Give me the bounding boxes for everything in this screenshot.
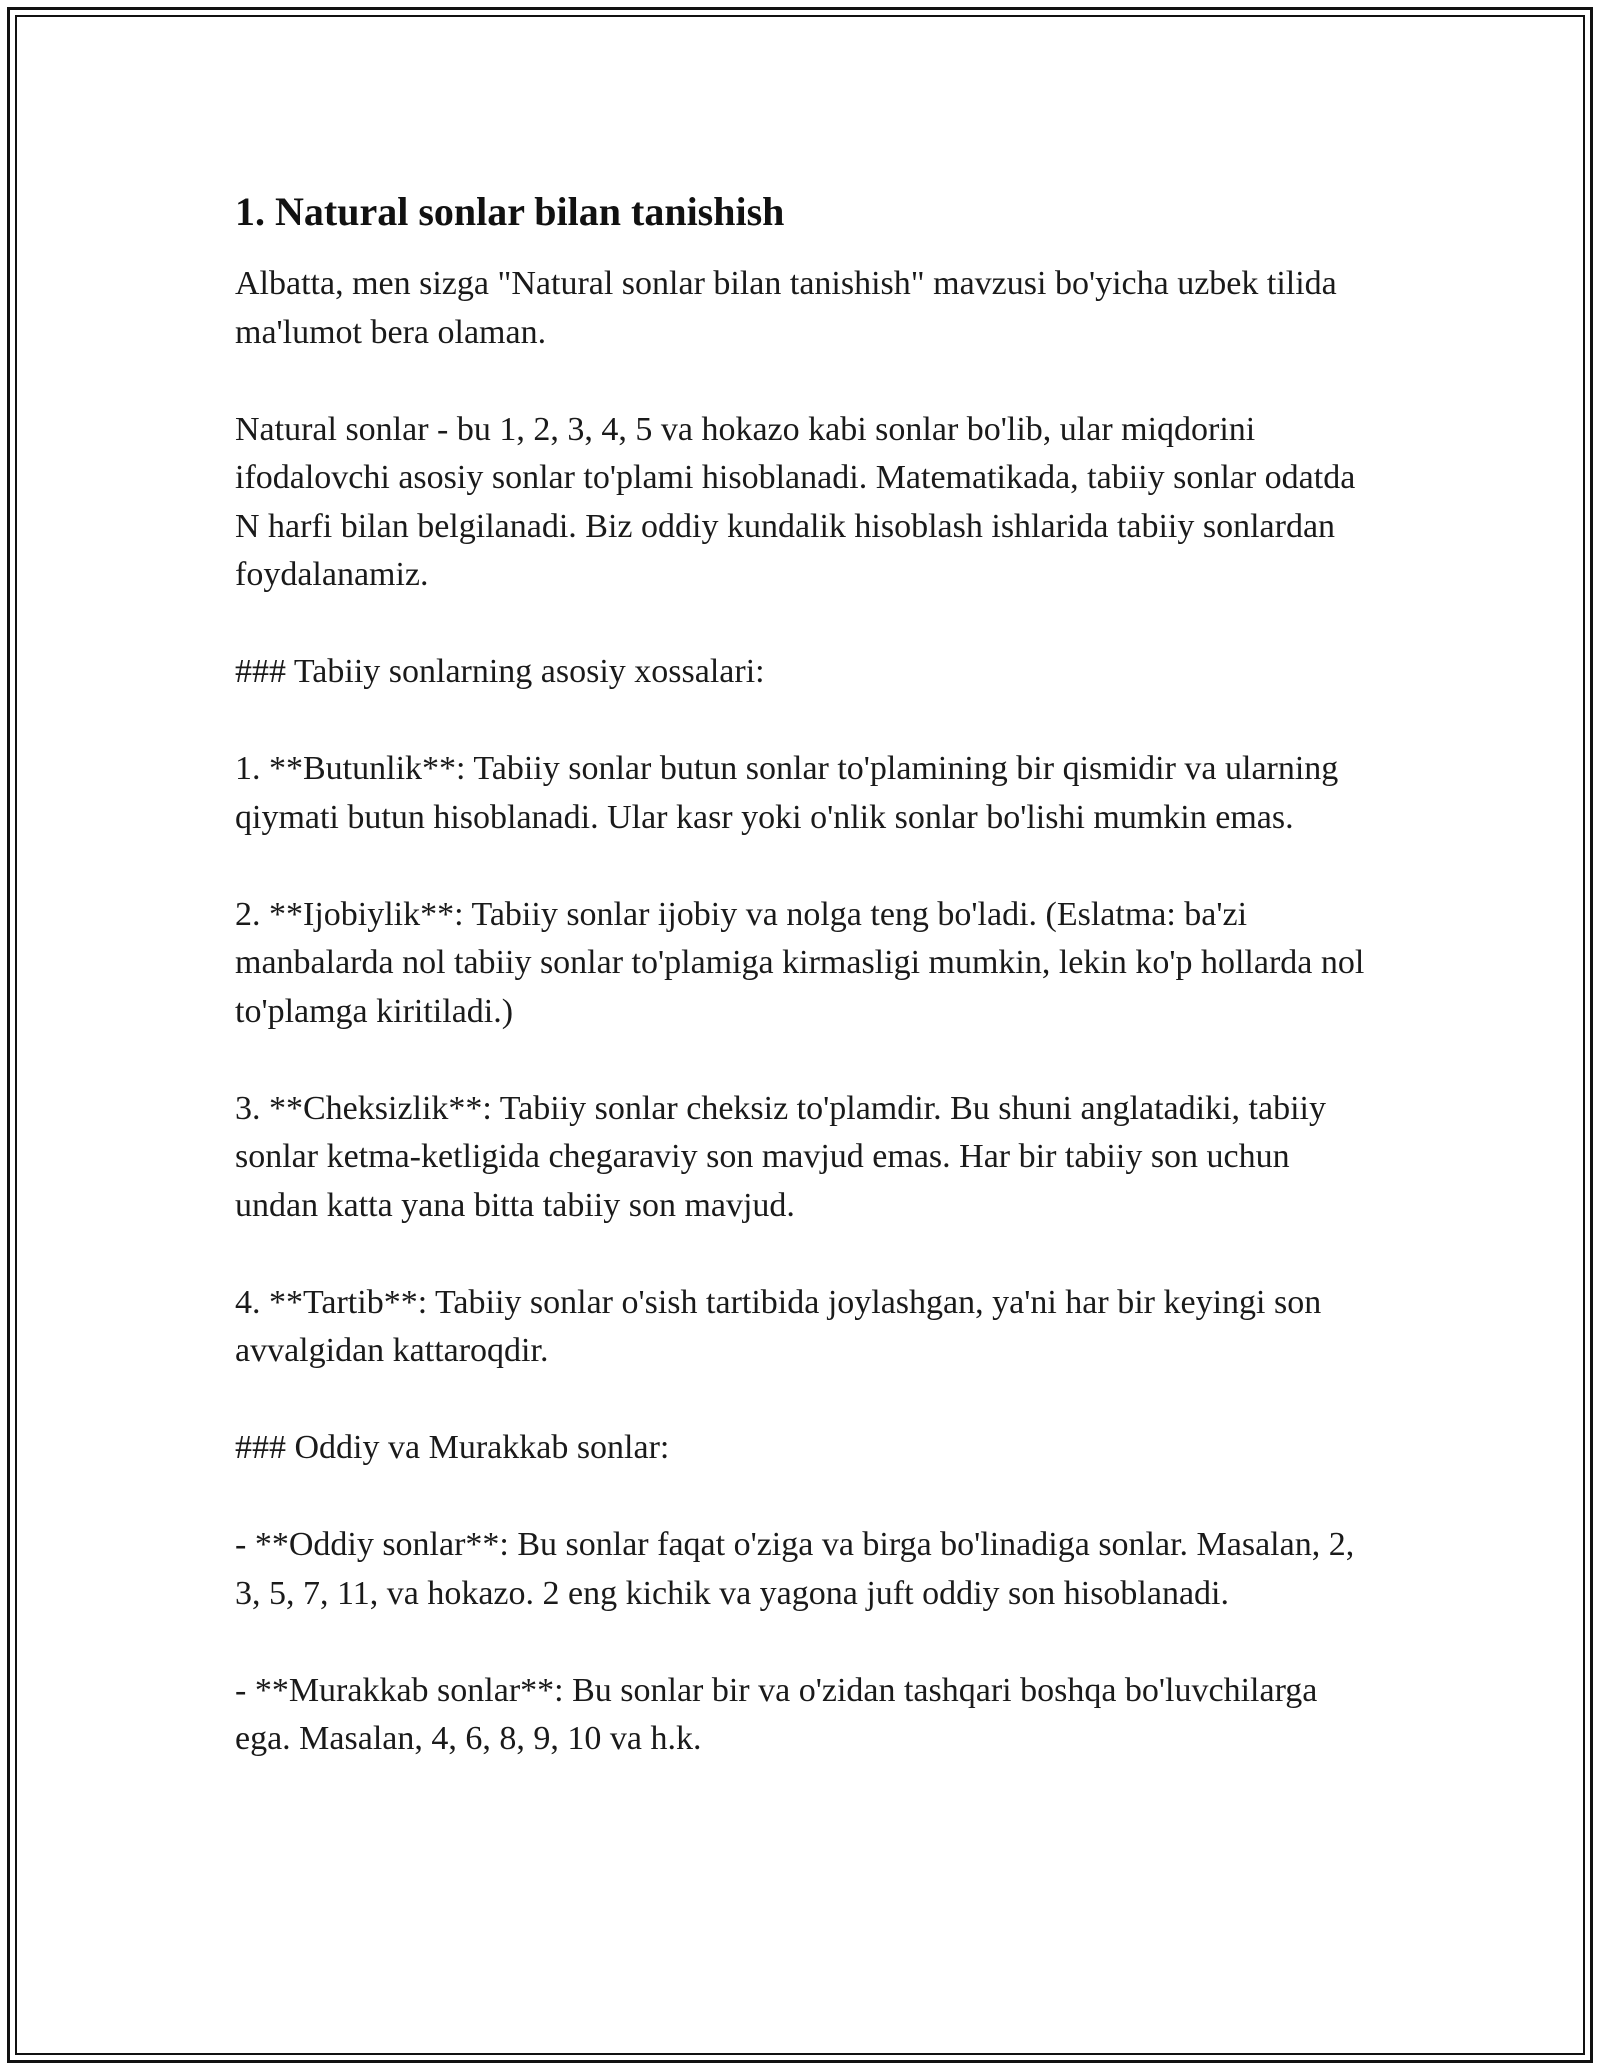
paragraph-intro: Albatta, men sizga "Natural sonlar bilan tanishish" mavzusi bo'yicha uzbek tilida ma'lumot bera olaman. [235,265,1346,351]
list-item-oddiy-sonlar: - **Oddiy sonlar**: Bu sonlar faqat o'ziga va birga bo'linadiga sonlar. Masalan, 2, 3, 5, 7, 11, va hokazo. 2 eng kichik va yagona juft oddiy son hisoblanadi. [235,1526,1363,1612]
list-item-cheksizlik: 3. **Cheksizlik**: Tabiiy sonlar cheksiz to'plamdir. Bu shuni anglatadiki, tabiiy sonlar ketma-ketligida chegaraviy son mavjud emas. Har bir tabiiy son uchun undan katta yana bitta tabiiy son mavjud. [235,1089,1335,1224]
document-heading: 1. Natural sonlar bilan tanishish [235,189,785,234]
list-item-tartib: 4. **Tartib**: Tabiiy sonlar o'sish tartibida joylashgan, ya'ni har bir keyingi son avvalgidan kattaroqdir. [235,1283,1330,1369]
list-item-butunlik: 1. **Butunlik**: Tabiiy sonlar butun sonlar to'plamining bir qismidir va ularning qiymati butun hisoblanadi. Ular kasr yoki o'nlik sonlar bo'lishi mumkin emas. [235,750,1347,836]
document-body [235,186,1380,1764]
section-heading-prime-composite: ### Oddiy va Murakkab sonlar: [235,1429,670,1466]
section-heading-properties: ### Tabiiy sonlarning asosiy xossalari: [235,653,765,690]
paragraph-definition: Natural sonlar - bu 1, 2, 3, 4, 5 va hokazo kabi sonlar bo'lib, ular miqdorini ifodalovchi asosiy sonlar to'plami hisoblanadi. Matematikada, tabiiy sonlar odatda N harfi bilan belgilanadi. Biz oddiy kundalik hisoblash ishlarida tabiiy sonlardan foydalanamiz. [235,410,1364,593]
list-item-murakkab-sonlar: - **Murakkab sonlar**: Bu sonlar bir va o'zidan tashqari boshqa bo'luvchilarga ega. Masalan, 4, 6, 8, 9, 10 va h.k. [235,1671,1326,1757]
list-item-ijobiylik: 2. **Ijobiylik**: Tabiiy sonlar ijobiy va nolga teng bo'ladi. (Eslatma: ba'zi manbalarda nol tabiiy sonlar to'plamiga kirmasligi mumkin, lekin ko'p hollarda nol to'plamga kiritiladi.) [235,895,1373,1030]
